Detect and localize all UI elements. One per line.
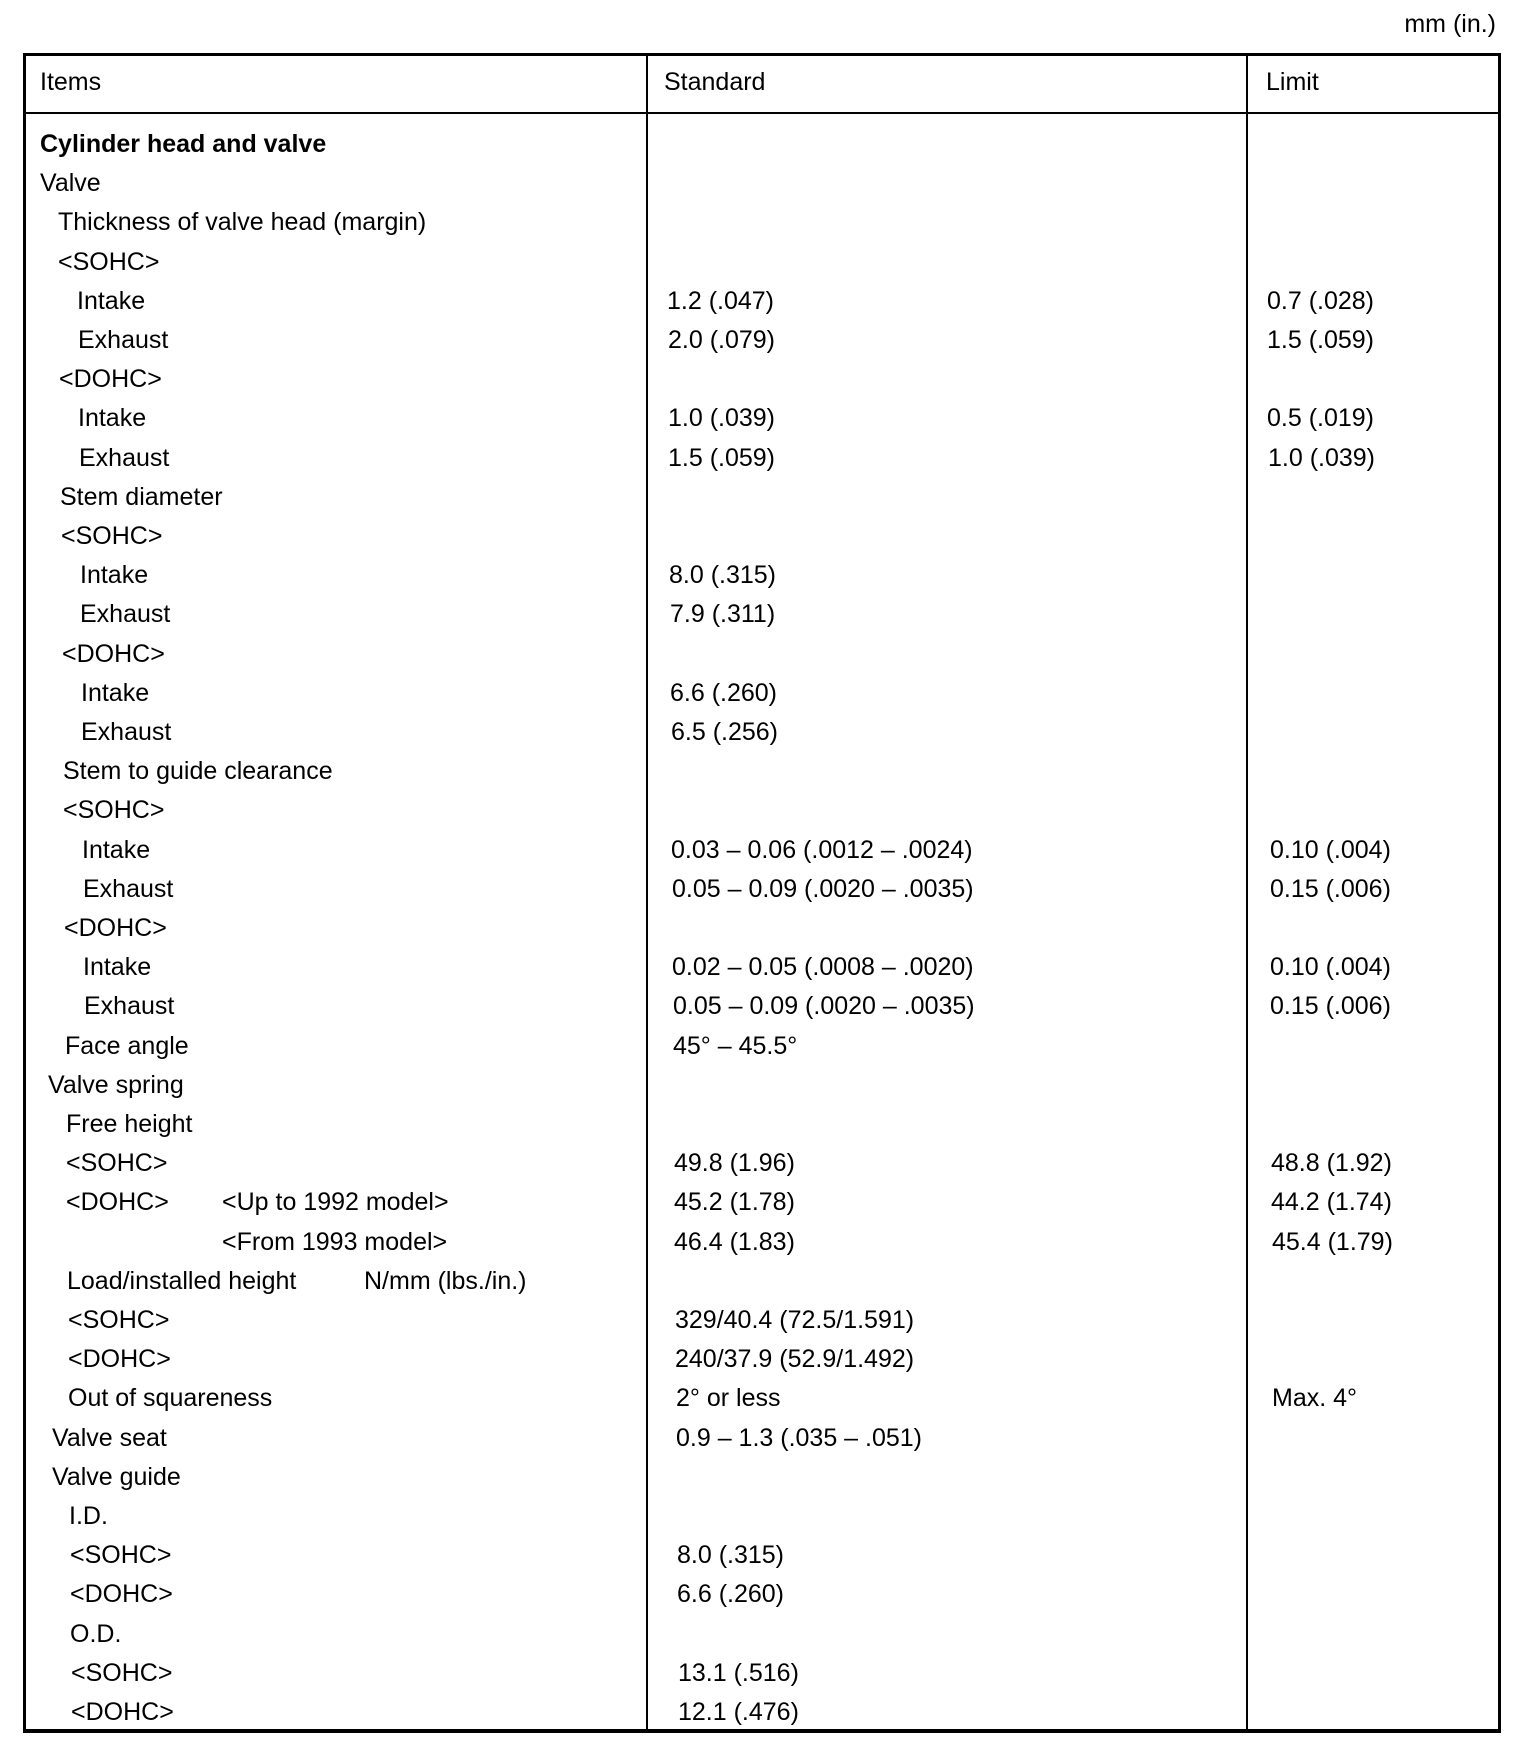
- standard-value: 45.2 (1.78): [674, 1188, 795, 1217]
- item-label: Intake: [83, 953, 152, 982]
- item-sublabel: <From 1993 model>: [222, 1227, 448, 1256]
- limit-value: 1.5 (.059): [1267, 326, 1375, 354]
- limit-value: 0.5 (.019): [1267, 404, 1375, 433]
- item-label: Stem to guide clearance: [63, 757, 333, 786]
- header-limit: Limit: [1266, 68, 1319, 96]
- standard-value: 1.5 (.059): [668, 443, 776, 472]
- item-label: Valve spring: [48, 1070, 184, 1099]
- item-label: Valve: [40, 169, 101, 198]
- limit-value: 0.15 (.006): [1270, 874, 1391, 903]
- item-label: <SOHC>: [63, 796, 165, 825]
- column-divider: [646, 56, 648, 1729]
- limit-value: 45.4 (1.79): [1272, 1227, 1393, 1256]
- item-label: <DOHC>: [71, 1698, 174, 1726]
- limit-value: 0.15 (.006): [1270, 992, 1391, 1021]
- item-label: Out of squareness: [68, 1384, 273, 1413]
- item-label: Intake: [80, 561, 149, 590]
- item-label: Exhaust: [79, 443, 170, 472]
- item-label: <DOHC>: [70, 1580, 173, 1609]
- standard-value: 0.05 – 0.09 (.0020 – .0035): [673, 992, 975, 1021]
- item-label: Intake: [81, 678, 150, 707]
- limit-value: 0.10 (.004): [1270, 953, 1391, 982]
- item-label: Intake: [78, 404, 147, 433]
- header-divider: [26, 112, 1498, 114]
- item-label: I.D.: [69, 1502, 108, 1530]
- item-label: O.D.: [70, 1619, 122, 1648]
- standard-value: 13.1 (.516): [678, 1658, 799, 1687]
- item-label: Exhaust: [83, 874, 174, 903]
- standard-value: 6.6 (.260): [670, 678, 778, 707]
- limit-value: 44.2 (1.74): [1271, 1188, 1392, 1217]
- units-label: mm (in.): [1404, 10, 1496, 38]
- item-label: Stem diameter: [60, 482, 223, 511]
- limit-value: 48.8 (1.92): [1271, 1149, 1392, 1178]
- standard-value: 0.03 – 0.06 (.0012 – .0024): [671, 835, 973, 864]
- spec-table: [23, 53, 1501, 1733]
- item-label: Free height: [66, 1110, 193, 1138]
- limit-value: 0.7 (.028): [1267, 286, 1375, 315]
- standard-value: 45° – 45.5°: [673, 1031, 798, 1060]
- item-label: Exhaust: [78, 326, 169, 354]
- item-label: <SOHC>: [58, 247, 160, 276]
- limit-value: Max. 4°: [1272, 1384, 1358, 1413]
- item-label: <DOHC>: [59, 365, 162, 394]
- item-label: Exhaust: [81, 718, 172, 746]
- column-divider: [1246, 56, 1248, 1729]
- standard-value: 0.05 – 0.09 (.0020 – .0035): [672, 874, 974, 903]
- item-label: Face angle: [65, 1031, 189, 1060]
- item-label: <SOHC>: [66, 1149, 168, 1178]
- standard-value: 1.0 (.039): [668, 404, 776, 433]
- standard-value: 49.8 (1.96): [674, 1149, 795, 1178]
- item-label: Intake: [77, 286, 146, 315]
- standard-value: 240/37.9 (52.9/1.492): [675, 1345, 915, 1374]
- item-label: <SOHC>: [68, 1306, 170, 1334]
- item-label: Cylinder head and valve: [40, 130, 327, 158]
- standard-value: 8.0 (.315): [677, 1541, 785, 1570]
- standard-value: 6.6 (.260): [677, 1580, 785, 1609]
- item-label: <DOHC>: [68, 1345, 171, 1374]
- item-label: <DOHC>: [64, 914, 167, 942]
- item-label: Thickness of valve head (margin): [58, 208, 427, 237]
- standard-value: 1.2 (.047): [667, 286, 775, 315]
- standard-value: 2° or less: [676, 1384, 781, 1413]
- item-label: <DOHC>: [66, 1188, 169, 1217]
- standard-value: 0.02 – 0.05 (.0008 – .0020): [672, 953, 974, 982]
- header-standard: Standard: [664, 68, 766, 96]
- item-label: Exhaust: [80, 600, 171, 629]
- item-sublabel: <Up to 1992 model>: [222, 1188, 449, 1217]
- standard-value: 0.9 – 1.3 (.035 – .051): [676, 1423, 923, 1452]
- standard-value: 12.1 (.476): [678, 1698, 799, 1726]
- item-label: Exhaust: [84, 992, 175, 1021]
- standard-value: 329/40.4 (72.5/1.591): [675, 1306, 915, 1334]
- item-label: Load/installed height: [67, 1266, 297, 1295]
- limit-value: 1.0 (.039): [1268, 443, 1376, 472]
- standard-value: 8.0 (.315): [669, 561, 777, 590]
- item-label: Valve guide: [52, 1462, 181, 1491]
- item-label: Valve seat: [52, 1423, 167, 1452]
- item-label: <DOHC>: [62, 639, 165, 668]
- item-label: <SOHC>: [71, 1658, 173, 1687]
- standard-value: 6.5 (.256): [671, 718, 779, 746]
- unit-label: N/mm (lbs./in.): [364, 1266, 527, 1295]
- standard-value: 7.9 (.311): [670, 600, 776, 629]
- item-label: <SOHC>: [61, 522, 163, 550]
- item-label: <SOHC>: [70, 1541, 172, 1570]
- standard-value: 2.0 (.079): [668, 326, 776, 354]
- standard-value: 46.4 (1.83): [674, 1227, 795, 1256]
- limit-value: 0.10 (.004): [1270, 835, 1391, 864]
- header-items: Items: [40, 68, 102, 96]
- item-label: Intake: [82, 835, 151, 864]
